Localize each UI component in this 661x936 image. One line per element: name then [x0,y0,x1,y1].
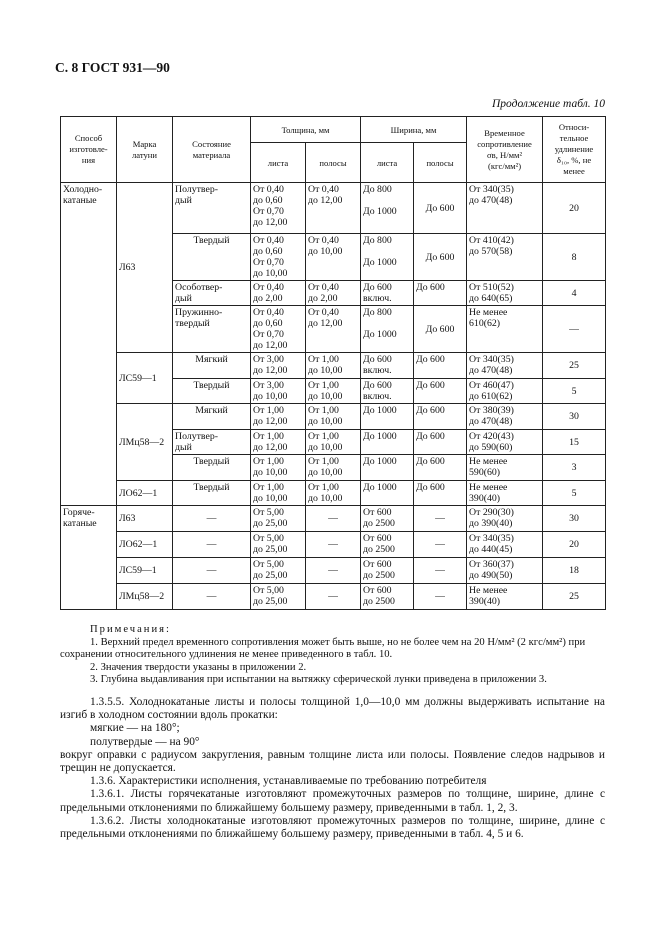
state-cell: Мягкий [173,404,251,430]
thickness-sheet-cell: От 5,00 до 25,00 [251,532,306,558]
grade-cell: ЛС59—1 [117,353,173,404]
thickness-strip-cell: — [306,558,361,584]
width-sheet-cell: До 600 включ. [361,353,414,379]
note-item: 3. Глубина выдавливания при испытании на вытяжку сферической лунки приведена в приложении 3. [90,674,547,685]
strength-cell: От 340(35) до 470(48) [467,183,543,234]
state-cell: Твердый [173,455,251,481]
strength-cell: От 460(47) до 610(62) [467,379,543,404]
width-sheet-cell: До 800 До 1000 [361,306,414,353]
thickness-sheet-cell: От 0,40 до 0,60 От 0,70 до 12,00 [251,306,306,353]
width-strip-cell: До 600 [414,379,467,404]
width-sheet-cell: До 600 включ. [361,281,414,306]
thickness-strip-cell: От 1,00 до 10,00 [306,455,361,481]
elongation-cell: 15 [543,430,606,455]
thickness-sheet-cell: От 0,40 до 2,00 [251,281,306,306]
width-sheet-cell: До 1000 [361,455,414,481]
thickness-strip-cell: От 0,40 до 12,00 [306,306,361,353]
width-sheet-cell: От 600 до 2500 [361,532,414,558]
note-item: 1. Верхний предел временного сопротивления может быть выше, но не более чем на 20 Н/мм² (2 кгс/мм²) при сохранении относительного удлинения не менее приведенного в табл. 10. [60,636,586,660]
strength-cell: Не менее 390(40) [467,481,543,506]
notes-section [60,624,605,687]
header-width: Ширина, мм [361,117,467,143]
strength-cell: От 510(52) до 640(65) [467,281,543,306]
thickness-strip-cell: От 0,40 до 2,00 [306,281,361,306]
state-cell: Пружинно- твердый [173,306,251,353]
state-cell: — [173,506,251,532]
width-sheet-cell: До 1000 [361,481,414,506]
thickness-strip-cell: — [306,506,361,532]
thickness-sheet-cell: От 3,00 до 10,00 [251,379,306,404]
paragraph: 1.3.6. Характеристики исполнения, устанавливаемые по требованию потребителя [90,775,487,788]
elongation-cell: 25 [543,584,606,610]
table-row [61,481,606,506]
method-cell-hot: Горяче- катаные [61,506,117,610]
table-row [61,506,606,532]
width-strip-cell: — [414,532,467,558]
width-strip-cell: До 600 [414,481,467,506]
thickness-strip-cell: От 1,00 до 10,00 [306,379,361,404]
grade-cell: ЛО62—1 [117,481,173,506]
grade-cell: Л63 [117,183,173,353]
thickness-sheet-cell: От 5,00 до 25,00 [251,506,306,532]
width-strip-cell: До 600 [414,404,467,430]
thickness-strip-cell: — [306,532,361,558]
width-strip-cell: До 600 [414,183,467,234]
header-strength: Временное сопротивление σв, Н/мм² (кгс/мм²) [467,117,543,183]
header-width-sheet: листа [361,143,414,183]
table-row [61,353,606,379]
paragraph: 1.3.5.5. Холоднокатаные листы и полосы толщиной 1,0—10,0 мм должны выдерживать испытание на изгиб в холодном состоянии вдоль прокатки: [60,696,605,722]
paragraph: полутвердые — на 90° [90,735,200,748]
thickness-strip-cell: От 1,00 до 10,00 [306,481,361,506]
elongation-cell: 20 [543,183,606,234]
width-sheet-cell: От 600 до 2500 [361,584,414,610]
table-row [61,183,606,234]
strength-cell: От 340(35) до 470(48) [467,353,543,379]
thickness-strip-cell: От 0,40 до 12,00 [306,183,361,234]
elongation-cell: 30 [543,404,606,430]
elongation-cell: 25 [543,353,606,379]
elongation-cell: — [543,306,606,353]
thickness-strip-cell: От 1,00 до 10,00 [306,430,361,455]
strength-cell: Не менее 610(62) [467,306,543,353]
state-cell: Твердый [173,234,251,281]
thickness-sheet-cell: От 0,40 до 0,60 От 0,70 до 10,00 [251,234,306,281]
elongation-cell: 3 [543,455,606,481]
width-strip-cell: До 600 [414,306,467,353]
thickness-sheet-cell: От 1,00 до 10,00 [251,455,306,481]
width-strip-cell: — [414,558,467,584]
state-cell: Полутвер- дый [173,430,251,455]
width-strip-cell: До 600 [414,455,467,481]
grade-cell: Л63 [117,506,173,532]
strength-cell: От 340(35) до 440(45) [467,532,543,558]
thickness-sheet-cell: От 1,00 до 10,00 [251,481,306,506]
width-strip-cell: — [414,506,467,532]
thickness-strip-cell: От 1,00 до 10,00 [306,353,361,379]
grade-cell: ЛС59—1 [117,558,173,584]
state-cell: Твердый [173,481,251,506]
elongation-cell: 20 [543,532,606,558]
state-cell: Полутвер- дый [173,183,251,234]
strength-cell: От 410(42) до 570(58) [467,234,543,281]
elongation-cell: 5 [543,379,606,404]
thickness-strip-cell: От 1,00 до 10,00 [306,404,361,430]
thickness-sheet-cell: От 0,40 до 0,60 От 0,70 до 12,00 [251,183,306,234]
note-item: 2. Значения твердости указаны в приложении 2. [90,661,307,673]
table-row [61,404,606,430]
table-row [61,558,606,584]
thickness-sheet-cell: От 1,00 до 12,00 [251,430,306,455]
header-grade: Марка латуни [117,117,173,183]
thickness-sheet-cell: От 3,00 до 12,00 [251,353,306,379]
paragraph: 1.3.6.2. Листы холоднокатаные изготовляют промежуточных размеров по толщине, ширине, длине с предельными отклонениями по ближайшему большему размеру, приведенными в табл. 4, 5 и 6. [60,814,605,841]
state-cell: Особотвер- дый [173,281,251,306]
width-sheet-cell: До 800 До 1000 [361,183,414,234]
width-sheet-cell: До 600 включ. [361,379,414,404]
header-width-strip: полосы [414,143,467,183]
state-cell: Мягкий [173,353,251,379]
thickness-sheet-cell: От 5,00 до 25,00 [251,558,306,584]
paragraph: 1.3.6.1. Листы горячекатаные изготовляют промежуточных размеров по толщине, ширине, длине с предельными отклонениями по ближайшему большему размеру, приведенными в табл. 1, 2, 3. [60,788,605,814]
header-state: Состояние материала [173,117,251,183]
body-text [60,696,605,841]
state-cell: — [173,558,251,584]
strength-cell: От 360(37) до 490(50) [467,558,543,584]
grade-cell: ЛМц58—2 [117,584,173,610]
header-method: Способ изготовле- ния [61,117,117,183]
header-thickness-strip: полосы [306,143,361,183]
header-thickness-sheet: листа [251,143,306,183]
thickness-sheet-cell: От 1,00 до 12,00 [251,404,306,430]
elongation-cell: 30 [543,506,606,532]
header-elongation: Относи- тельное удлинение δ₁₀, %, не менее [543,117,606,183]
page-header: С. 8 ГОСТ 931—90 [55,60,170,75]
thickness-sheet-cell: От 5,00 до 25,00 [251,584,306,610]
width-strip-cell: До 600 [414,234,467,281]
thickness-strip-cell: От 0,40 до 10,00 [306,234,361,281]
strength-cell: Не менее 390(40) [467,584,543,610]
strength-cell: От 290(30) до 390(40) [467,506,543,532]
header-thickness: Толщина, мм [251,117,361,143]
width-sheet-cell: От 600 до 2500 [361,506,414,532]
table-row [61,584,606,610]
elongation-cell: 5 [543,481,606,506]
width-sheet-cell: До 800 До 1000 [361,234,414,281]
state-cell: — [173,584,251,610]
grade-cell: ЛО62—1 [117,532,173,558]
width-sheet-cell: До 1000 [361,430,414,455]
strength-cell: От 380(39) до 470(48) [467,404,543,430]
thickness-strip-cell: — [306,584,361,610]
table-continuation-label: Продолжение табл. 10 [492,98,605,110]
width-sheet-cell: От 600 до 2500 [361,558,414,584]
grade-cell: ЛМц58—2 [117,404,173,481]
elongation-cell: 4 [543,281,606,306]
properties-table [60,116,606,610]
table-row [61,532,606,558]
elongation-cell: 8 [543,234,606,281]
strength-cell: Не менее 590(60) [467,455,543,481]
width-strip-cell: До 600 [414,353,467,379]
elongation-cell: 18 [543,558,606,584]
state-cell: — [173,532,251,558]
width-strip-cell: До 600 [414,281,467,306]
width-sheet-cell: До 1000 [361,404,414,430]
width-strip-cell: До 600 [414,430,467,455]
paragraph: мягкие — на 180°; [90,722,180,735]
width-strip-cell: — [414,584,467,610]
notes-title: Примечания: [90,624,171,635]
state-cell: Твердый [173,379,251,404]
method-cell-cold: Холодно- катаные [61,183,117,506]
paragraph: вокруг оправки с радиусом закругления, равным толщине листа или полосы. Появление следов надрывов и трещин не допускается. [60,748,605,775]
strength-cell: От 420(43) до 590(60) [467,430,543,455]
